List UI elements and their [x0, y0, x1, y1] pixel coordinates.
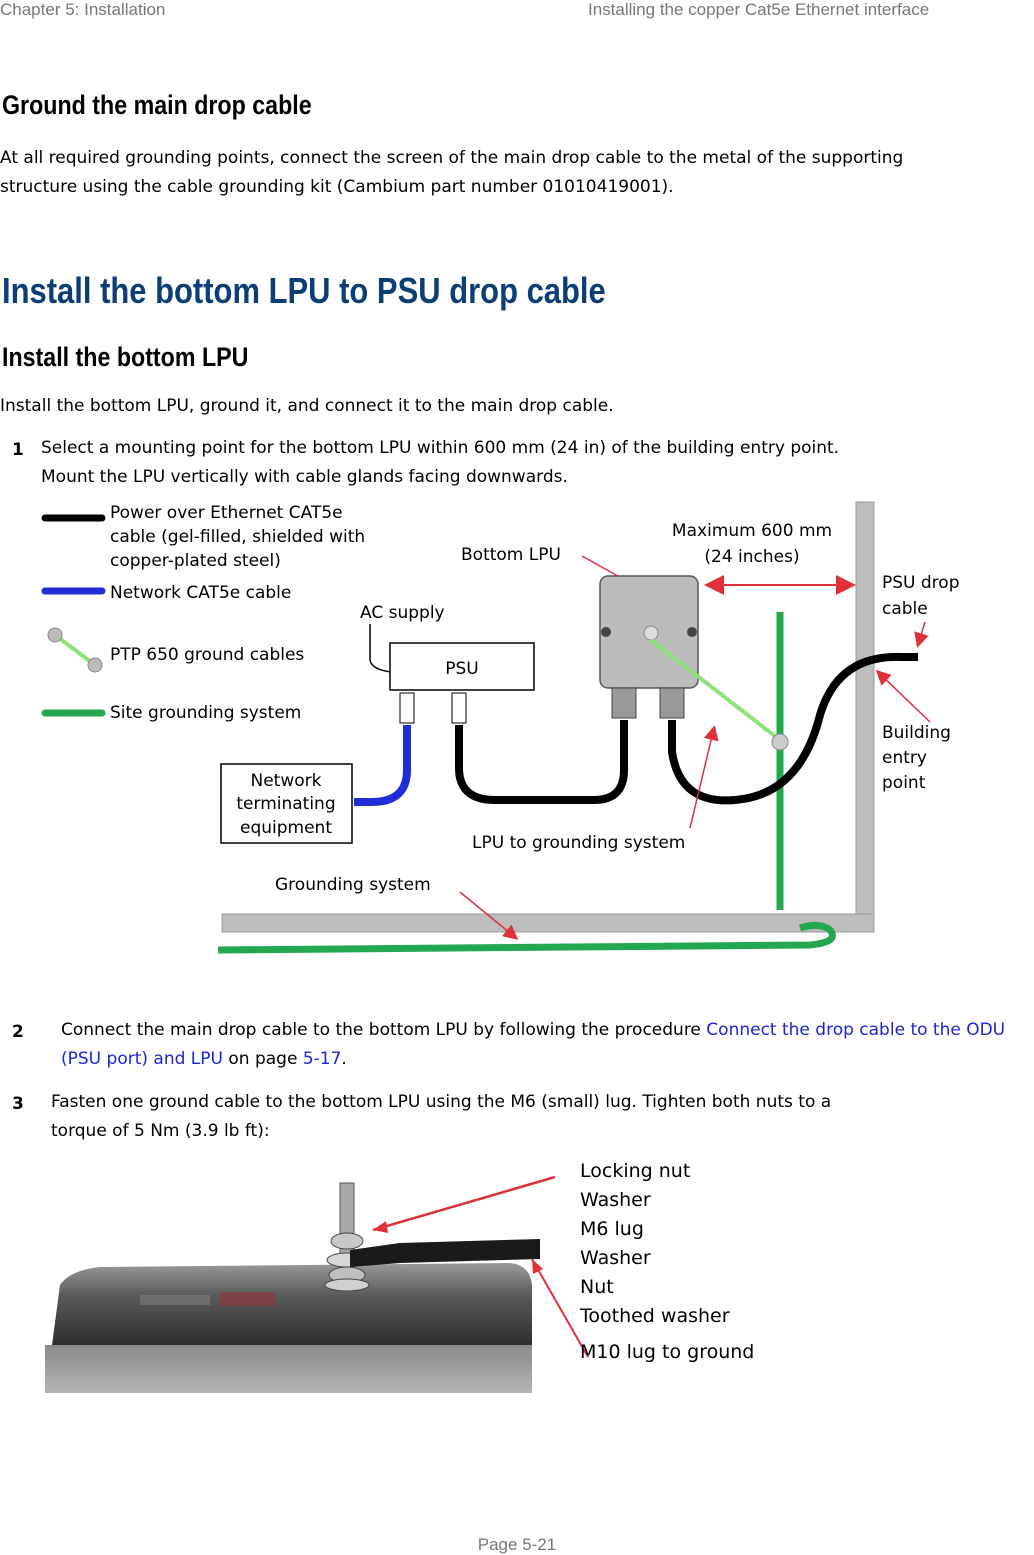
- lpu-cable-gland: [612, 688, 636, 718]
- legend-poe-line-3: copper-plated steel): [110, 551, 281, 571]
- page-link[interactable]: 5-17: [302, 1049, 342, 1069]
- lpu-label-plate: [140, 1295, 210, 1305]
- legend-poe-line-1: Power over Ethernet CAT5e: [110, 503, 343, 523]
- step-number: 2: [12, 1022, 24, 1042]
- callout-toothed-washer: Toothed washer: [580, 1305, 730, 1327]
- lpu-installation-diagram: [0, 490, 1034, 980]
- ground-lug-icon: [88, 658, 102, 672]
- nte-label-line-1: Network: [250, 771, 322, 791]
- callout-arrow-head: [532, 1259, 543, 1274]
- grounding-system-label: Grounding system: [275, 875, 431, 895]
- callout-m10-lug: M10 lug to ground: [580, 1341, 755, 1363]
- psu-drop-label-line-1: PSU drop: [882, 573, 960, 593]
- header-chapter: Chapter 5: Installation: [0, 0, 166, 19]
- callout-arrow-head: [373, 1221, 388, 1233]
- step-number: 1: [12, 440, 24, 460]
- bottom-lpu-label: Bottom LPU: [461, 545, 561, 565]
- callout-locking-nut: Locking nut: [580, 1160, 691, 1182]
- callout-nut: Nut: [580, 1276, 614, 1298]
- lpu-lid: [52, 1263, 532, 1345]
- step-2-post: .: [341, 1049, 347, 1069]
- callout-m6-lug: M6 lug: [580, 1218, 644, 1240]
- psu-connector-poe: [452, 693, 466, 723]
- building-floor: [222, 914, 874, 932]
- nte-label-line-3: equipment: [240, 818, 332, 838]
- ground-clamp-icon: [772, 734, 788, 750]
- step-2-text: [61, 1016, 1033, 1074]
- ac-supply-label: AC supply: [360, 603, 445, 623]
- building-wall: [856, 502, 874, 914]
- max-distance-line-2: (24 inches): [704, 547, 800, 567]
- callout-arrow-line: [373, 1177, 555, 1230]
- step-2-pre: Connect the main drop cable to the bottom LPU by following the procedure: [61, 1020, 707, 1040]
- psu-label: PSU: [445, 659, 479, 679]
- building-entry-line-1: Building: [882, 723, 951, 743]
- step-number: 3: [12, 1094, 24, 1114]
- step-2-mid: on page: [222, 1049, 303, 1069]
- ac-supply-lead: [370, 624, 392, 672]
- step-3-line-2: torque of 5 Nm (3.9 lb ft):: [51, 1121, 270, 1141]
- lpu-mount-screw: [687, 627, 697, 637]
- section-title: Install the bottom LPU to PSU drop cable: [2, 270, 606, 311]
- legend-network: Network CAT5e cable: [110, 583, 292, 603]
- step-3-line-1: Fasten one ground cable to the bottom LPU using the M6 (small) lug. Tighten both nuts to a: [51, 1092, 832, 1112]
- locking-nut: [331, 1233, 363, 1249]
- heading-ground-main-drop: Ground the main drop cable: [2, 90, 312, 120]
- callout-washer: Washer: [580, 1189, 651, 1211]
- building-entry-line-3: point: [882, 773, 926, 793]
- legend-ptp-ground: PTP 650 ground cables: [110, 645, 305, 665]
- max-distance-line-1: Maximum 600 mm: [671, 521, 833, 541]
- psu-connector-network: [400, 693, 414, 723]
- step-1-line-2: Mount the LPU vertically with cable glands facing downwards.: [41, 467, 568, 487]
- page-number: Page 5-21: [477, 1535, 557, 1554]
- header-section: Installing the copper Cat5e Ethernet interface: [588, 0, 930, 19]
- callout-washer: Washer: [580, 1247, 651, 1269]
- ground-lug-icon: [48, 628, 62, 642]
- lpu-to-ground-label: LPU to grounding system: [472, 833, 686, 853]
- building-entry-line-2: entry: [882, 748, 927, 768]
- psu-drop-label-line-2: cable: [882, 599, 928, 619]
- lpu-cable-gland: [660, 688, 684, 718]
- lpu-body: [45, 1345, 532, 1393]
- lpu-mount-screw: [601, 627, 611, 637]
- ground-body-text: At all required grounding points, connect the screen of the main drop cable to the metal of the supporting structure using the cable grounding kit (Cambium part number 01010419001).: [0, 148, 904, 197]
- legend-site-ground: Site grounding system: [110, 703, 302, 723]
- legend-poe-line-2: cable (gel-filled, shielded with: [110, 527, 366, 547]
- toothed-washer: [325, 1279, 369, 1291]
- lpu-ground-stud: [644, 626, 658, 640]
- network-cable: [354, 725, 407, 802]
- psu-to-lpu-poe-cable: [459, 720, 624, 800]
- nte-label-line-2: terminating: [236, 794, 336, 814]
- subheading-install-lpu: Install the bottom LPU: [2, 342, 249, 372]
- psu-drop-arrow: [918, 622, 925, 645]
- lpu-to-ground-arrow: [690, 728, 714, 828]
- m6-lug-cable: [350, 1239, 540, 1267]
- step-1-line-1: Select a mounting point for the bottom LPU within 600 mm (24 in) of the building entry point.: [41, 438, 840, 458]
- procedure-link[interactable]: Connect the drop cable to the ODU (PSU port) and LPU: [61, 1020, 1006, 1069]
- lpu-warning-plate: [220, 1292, 275, 1306]
- building-entry-arrow: [878, 672, 930, 722]
- install-intro: Install the bottom LPU, ground it, and connect it to the main drop cable.: [0, 396, 614, 416]
